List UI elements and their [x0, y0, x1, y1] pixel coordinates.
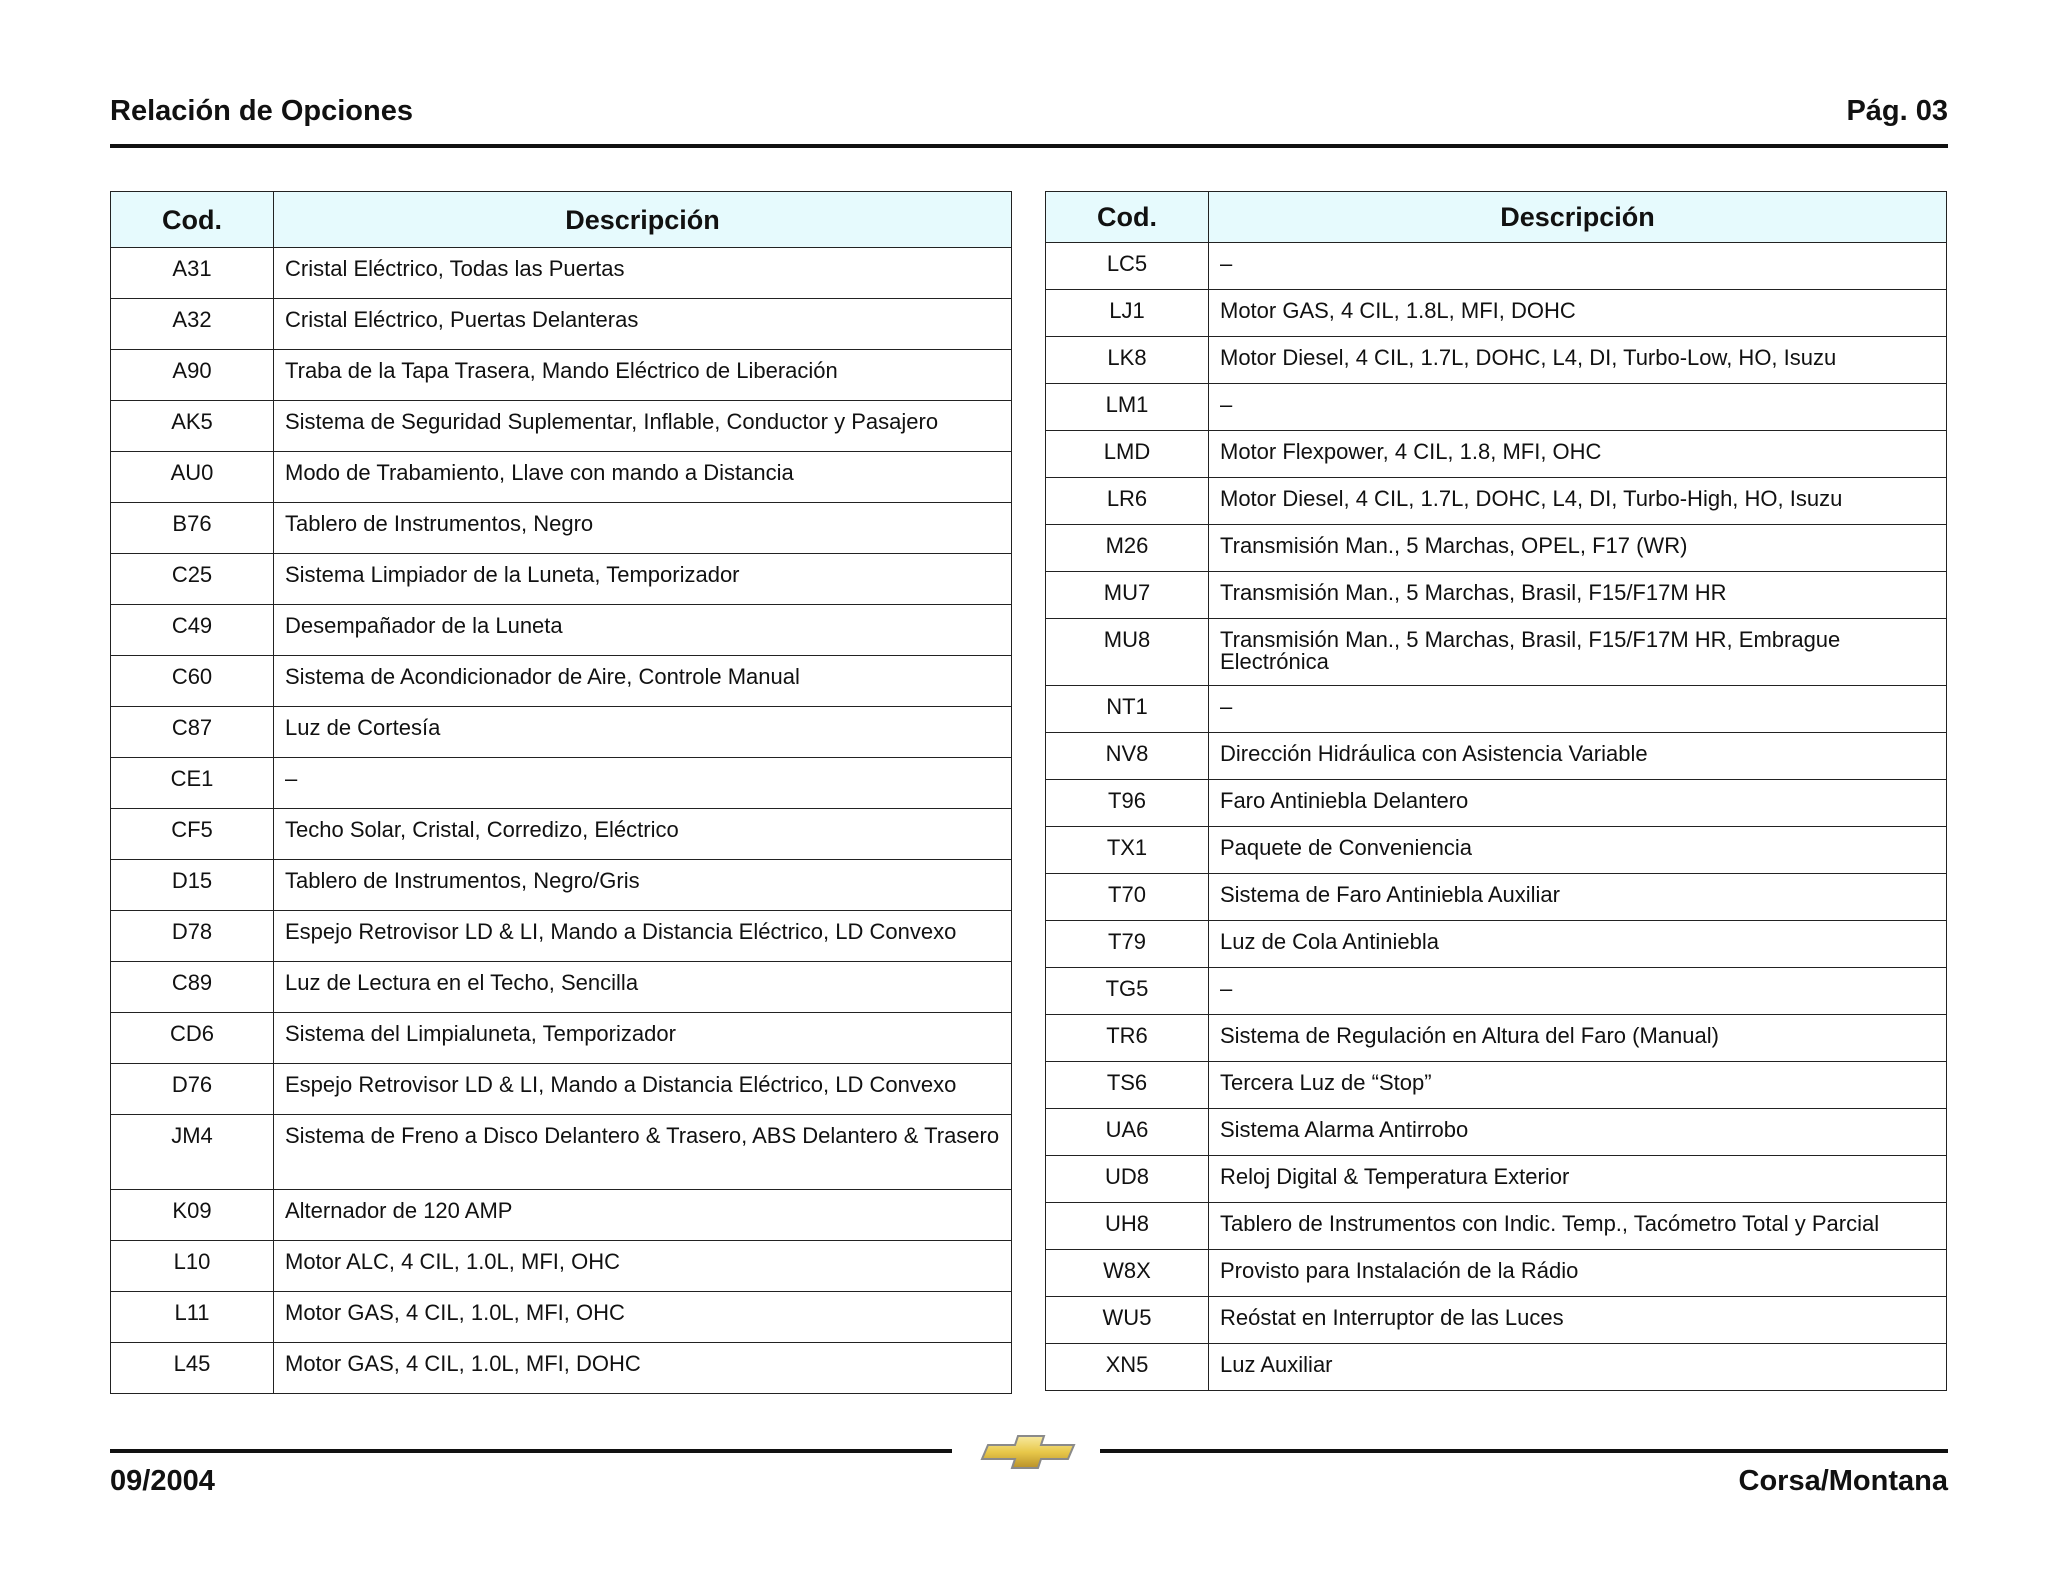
- option-description: Desempañador de la Luneta: [274, 605, 1012, 656]
- table-row: [111, 1241, 1012, 1292]
- option-description: –: [1209, 384, 1947, 431]
- table-row: [111, 707, 1012, 758]
- table-row: [1046, 1109, 1947, 1156]
- option-code: LR6: [1046, 478, 1209, 525]
- option-code: B76: [111, 503, 274, 554]
- option-code: D15: [111, 860, 274, 911]
- option-code: TS6: [1046, 1062, 1209, 1109]
- option-description: Sistema de Faro Antiniebla Auxiliar: [1209, 874, 1947, 921]
- option-description: Alternador de 120 AMP: [274, 1190, 1012, 1241]
- option-code: MU8: [1046, 619, 1209, 686]
- table-row: [111, 1190, 1012, 1241]
- option-code: C49: [111, 605, 274, 656]
- table-row: [111, 503, 1012, 554]
- table-row: [1046, 525, 1947, 572]
- table-row: [1046, 1203, 1947, 1250]
- option-description: Motor Diesel, 4 CIL, 1.7L, DOHC, L4, DI, Turbo-Low, HO, Isuzu: [1209, 337, 1947, 384]
- options-table-right: [1045, 191, 1947, 1391]
- option-code: LM1: [1046, 384, 1209, 431]
- option-description: Transmisión Man., 5 Marchas, Brasil, F15/F17M HR, Embrague Electrónica: [1209, 619, 1947, 686]
- option-description: Tablero de Instrumentos, Negro/Gris: [274, 860, 1012, 911]
- option-code: L10: [111, 1241, 274, 1292]
- code-column-header: Cod.: [1046, 192, 1209, 243]
- option-code: WU5: [1046, 1297, 1209, 1344]
- table-row: [1046, 572, 1947, 619]
- table-row: [111, 962, 1012, 1013]
- option-code: XN5: [1046, 1344, 1209, 1391]
- option-description: –: [1209, 243, 1947, 290]
- option-code: C60: [111, 656, 274, 707]
- option-description: Transmisión Man., 5 Marchas, Brasil, F15/F17M HR: [1209, 572, 1947, 619]
- option-code: A31: [111, 248, 274, 299]
- option-description: Sistema de Seguridad Suplementar, Inflable, Conductor y Pasajero: [274, 401, 1012, 452]
- option-description: Reloj Digital & Temperatura Exterior: [1209, 1156, 1947, 1203]
- table-row: [111, 1013, 1012, 1064]
- option-description: Techo Solar, Cristal, Corredizo, Eléctrico: [274, 809, 1012, 860]
- table-row: [1046, 686, 1947, 733]
- table-row: [111, 452, 1012, 503]
- option-description: Motor GAS, 4 CIL, 1.8L, MFI, DOHC: [1209, 290, 1947, 337]
- option-code: MU7: [1046, 572, 1209, 619]
- option-description: Dirección Hidráulica con Asistencia Variable: [1209, 733, 1947, 780]
- table-row: [111, 350, 1012, 401]
- option-description: Luz de Cola Antiniebla: [1209, 921, 1947, 968]
- option-description: Luz Auxiliar: [1209, 1344, 1947, 1391]
- table-row: [1046, 478, 1947, 525]
- table-header-row: [1046, 192, 1947, 243]
- option-code: C87: [111, 707, 274, 758]
- options-table-right-body: [1046, 243, 1947, 1391]
- table-row: [111, 656, 1012, 707]
- option-description: –: [1209, 968, 1947, 1015]
- table-row: [1046, 619, 1947, 686]
- option-code: CD6: [111, 1013, 274, 1064]
- option-description: –: [1209, 686, 1947, 733]
- option-code: A90: [111, 350, 274, 401]
- option-code: NT1: [1046, 686, 1209, 733]
- option-description: Reóstat en Interruptor de las Luces: [1209, 1297, 1947, 1344]
- options-table-left: [110, 191, 1012, 1394]
- option-code: JM4: [111, 1115, 274, 1190]
- table-row: [1046, 243, 1947, 290]
- option-code: UH8: [1046, 1203, 1209, 1250]
- option-description: Motor Diesel, 4 CIL, 1.7L, DOHC, L4, DI, Turbo-High, HO, Isuzu: [1209, 478, 1947, 525]
- option-description: Traba de la Tapa Trasera, Mando Eléctrico de Liberación: [274, 350, 1012, 401]
- option-description: Motor Flexpower, 4 CIL, 1.8, MFI, OHC: [1209, 431, 1947, 478]
- option-description: Tercera Luz de “Stop”: [1209, 1062, 1947, 1109]
- option-code: CF5: [111, 809, 274, 860]
- option-description: Motor GAS, 4 CIL, 1.0L, MFI, DOHC: [274, 1343, 1012, 1394]
- option-description: Tablero de Instrumentos con Indic. Temp., Tacómetro Total y Parcial: [1209, 1203, 1947, 1250]
- table-row: [111, 299, 1012, 350]
- option-code: L45: [111, 1343, 274, 1394]
- description-column-header: Descripción: [274, 192, 1012, 248]
- option-description: Espejo Retrovisor LD & LI, Mando a Distancia Eléctrico, LD Convexo: [274, 1064, 1012, 1115]
- option-description: Tablero de Instrumentos, Negro: [274, 503, 1012, 554]
- table-row: [1046, 827, 1947, 874]
- table-row: [1046, 1156, 1947, 1203]
- option-description: Sistema del Limpialuneta, Temporizador: [274, 1013, 1012, 1064]
- option-code: M26: [1046, 525, 1209, 572]
- option-code: TX1: [1046, 827, 1209, 874]
- option-description: Luz de Cortesía: [274, 707, 1012, 758]
- option-code: UA6: [1046, 1109, 1209, 1156]
- option-code: T96: [1046, 780, 1209, 827]
- table-row: [111, 605, 1012, 656]
- table-row: [1046, 337, 1947, 384]
- option-code: LK8: [1046, 337, 1209, 384]
- option-code: A32: [111, 299, 274, 350]
- table-row: [1046, 968, 1947, 1015]
- option-code: C89: [111, 962, 274, 1013]
- option-code: AU0: [111, 452, 274, 503]
- option-description: Sistema de Regulación en Altura del Faro (Manual): [1209, 1015, 1947, 1062]
- option-code: L11: [111, 1292, 274, 1343]
- option-description: Cristal Eléctrico, Todas las Puertas: [274, 248, 1012, 299]
- table-row: [111, 248, 1012, 299]
- option-description: Sistema de Acondicionador de Aire, Controle Manual: [274, 656, 1012, 707]
- option-description: Espejo Retrovisor LD & LI, Mando a Distancia Eléctrico, LD Convexo: [274, 911, 1012, 962]
- option-description: Faro Antiniebla Delantero: [1209, 780, 1947, 827]
- option-code: K09: [111, 1190, 274, 1241]
- option-description: Paquete de Conveniencia: [1209, 827, 1947, 874]
- footer-rule-right: [1100, 1449, 1948, 1453]
- table-row: [1046, 874, 1947, 921]
- table-row: [1046, 733, 1947, 780]
- header-rule: [110, 144, 1948, 148]
- code-column-header: Cod.: [111, 192, 274, 248]
- page-number: Pág. 03: [1846, 95, 1948, 127]
- option-description: Modo de Trabamiento, Llave con mando a Distancia: [274, 452, 1012, 503]
- table-row: [1046, 780, 1947, 827]
- footer-date: 09/2004: [110, 1465, 215, 1497]
- option-description: –: [274, 758, 1012, 809]
- table-row: [111, 1115, 1012, 1190]
- table-row: [111, 1343, 1012, 1394]
- table-header-row: [111, 192, 1012, 248]
- page-header: [110, 95, 1948, 135]
- option-code: C25: [111, 554, 274, 605]
- option-description: Sistema de Freno a Disco Delantero & Trasero, ABS Delantero & Trasero: [274, 1115, 1012, 1190]
- option-description: Motor ALC, 4 CIL, 1.0L, MFI, OHC: [274, 1241, 1012, 1292]
- table-row: [111, 401, 1012, 452]
- footer-rule-left: [110, 1449, 952, 1453]
- table-row: [1046, 1297, 1947, 1344]
- option-code: NV8: [1046, 733, 1209, 780]
- options-table-left-body: [111, 248, 1012, 1394]
- option-description: Sistema Alarma Antirrobo: [1209, 1109, 1947, 1156]
- option-description: Motor GAS, 4 CIL, 1.0L, MFI, OHC: [274, 1292, 1012, 1343]
- option-code: T70: [1046, 874, 1209, 921]
- option-code: TG5: [1046, 968, 1209, 1015]
- option-code: LMD: [1046, 431, 1209, 478]
- table-row: [111, 554, 1012, 605]
- option-code: UD8: [1046, 1156, 1209, 1203]
- description-column-header: Descripción: [1209, 192, 1947, 243]
- option-code: CE1: [111, 758, 274, 809]
- table-row: [1046, 431, 1947, 478]
- table-row: [111, 860, 1012, 911]
- table-row: [1046, 1015, 1947, 1062]
- option-code: T79: [1046, 921, 1209, 968]
- table-row: [1046, 384, 1947, 431]
- option-code: LC5: [1046, 243, 1209, 290]
- option-code: W8X: [1046, 1250, 1209, 1297]
- option-code: TR6: [1046, 1015, 1209, 1062]
- option-description: Luz de Lectura en el Techo, Sencilla: [274, 962, 1012, 1013]
- option-code: D76: [111, 1064, 274, 1115]
- table-row: [111, 1064, 1012, 1115]
- table-row: [111, 809, 1012, 860]
- table-row: [1046, 1062, 1947, 1109]
- option-description: Sistema Limpiador de la Luneta, Temporizador: [274, 554, 1012, 605]
- table-row: [111, 911, 1012, 962]
- table-row: [1046, 921, 1947, 968]
- option-description: Provisto para Instalación de la Rádio: [1209, 1250, 1947, 1297]
- table-row: [1046, 1344, 1947, 1391]
- table-row: [111, 758, 1012, 809]
- option-description: Transmisión Man., 5 Marchas, OPEL, F17 (WR): [1209, 525, 1947, 572]
- chevrolet-bowtie-icon: [980, 1432, 1078, 1472]
- table-row: [111, 1292, 1012, 1343]
- table-row: [1046, 290, 1947, 337]
- option-code: AK5: [111, 401, 274, 452]
- option-description: Cristal Eléctrico, Puertas Delanteras: [274, 299, 1012, 350]
- option-code: LJ1: [1046, 290, 1209, 337]
- option-code: D78: [111, 911, 274, 962]
- page-title: Relación de Opciones: [110, 95, 413, 127]
- table-row: [1046, 1250, 1947, 1297]
- footer-model: Corsa/Montana: [1738, 1465, 1948, 1497]
